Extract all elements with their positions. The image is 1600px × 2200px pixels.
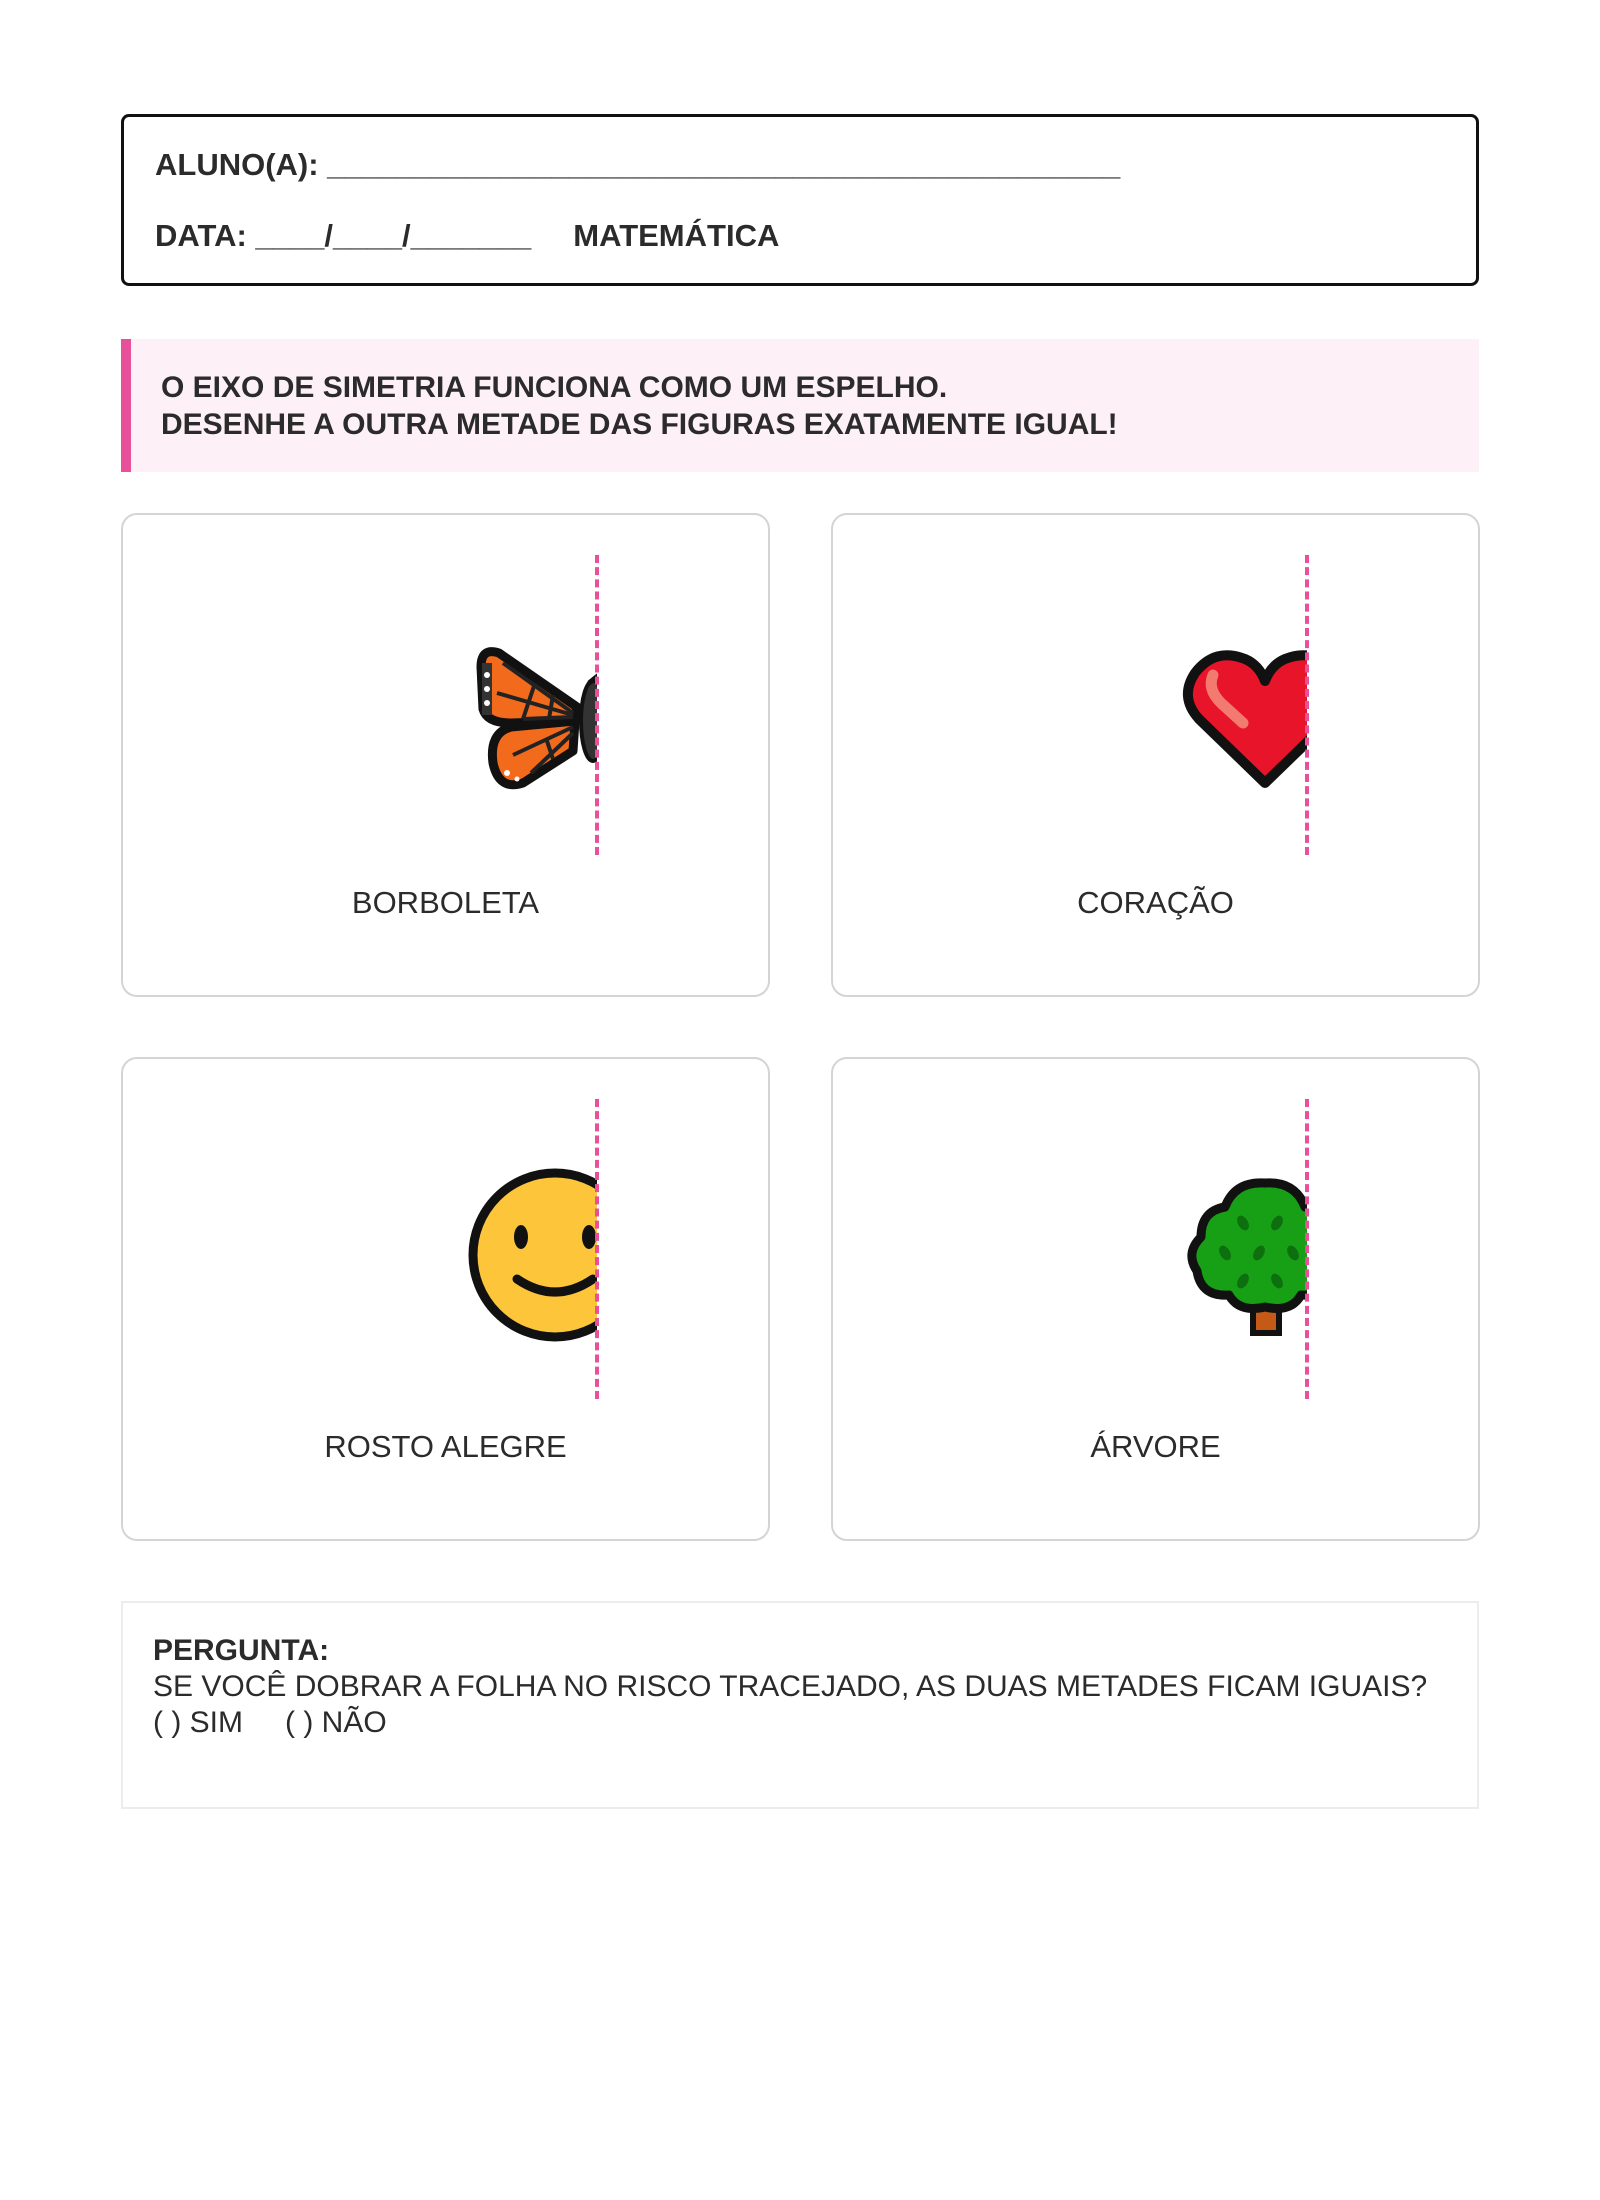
date-field[interactable]: DATA: ____/____/_______	[155, 218, 532, 253]
date-row	[155, 218, 779, 254]
tree-icon	[1173, 1167, 1349, 1343]
figure-card-butterfly	[121, 513, 770, 997]
symmetry-axis	[1305, 1099, 1309, 1399]
symmetry-axis	[1305, 555, 1309, 855]
heart-icon	[1173, 623, 1349, 799]
figure-label: ROSTO ALEGRE	[324, 1429, 567, 1464]
subject-label: MATEMÁTICA	[573, 218, 780, 253]
symmetry-axis	[595, 1099, 599, 1399]
instruction-line-2: DESENHE A OUTRA METADE DAS FIGURAS EXATAMENTE IGUAL!	[161, 408, 1118, 441]
figure-label: BORBOLETA	[351, 885, 540, 920]
student-name-field[interactable]: ALUNO(A): ______________________________________________	[155, 147, 1121, 182]
instruction-line-1: O EIXO DE SIMETRIA FUNCIONA COMO UM ESPELHO.	[161, 371, 948, 404]
figure-label: CORAÇÃO	[1077, 885, 1234, 920]
figure-card-smiling-face	[121, 1057, 770, 1541]
smiling-face-icon	[463, 1167, 639, 1343]
symmetry-axis	[595, 555, 599, 855]
question-text: SE VOCÊ DOBRAR A FOLHA NO RISCO TRACEJADO, AS DUAS METADES FICAM IGUAIS?	[153, 1670, 1428, 1703]
figure-card-tree	[831, 1057, 1480, 1541]
butterfly-icon	[463, 623, 639, 799]
student-header-box	[121, 114, 1479, 286]
answer-options	[153, 1705, 1477, 1741]
question-box	[121, 1601, 1479, 1809]
figure-card-heart	[831, 513, 1480, 997]
instruction-box	[121, 339, 1479, 472]
answer-no-checkbox[interactable]: ( ) NÃO	[285, 1706, 387, 1739]
figure-label: ÁRVORE	[1090, 1429, 1221, 1464]
question-title: PERGUNTA:	[153, 1634, 330, 1667]
answer-yes-checkbox[interactable]: ( ) SIM	[153, 1706, 243, 1739]
